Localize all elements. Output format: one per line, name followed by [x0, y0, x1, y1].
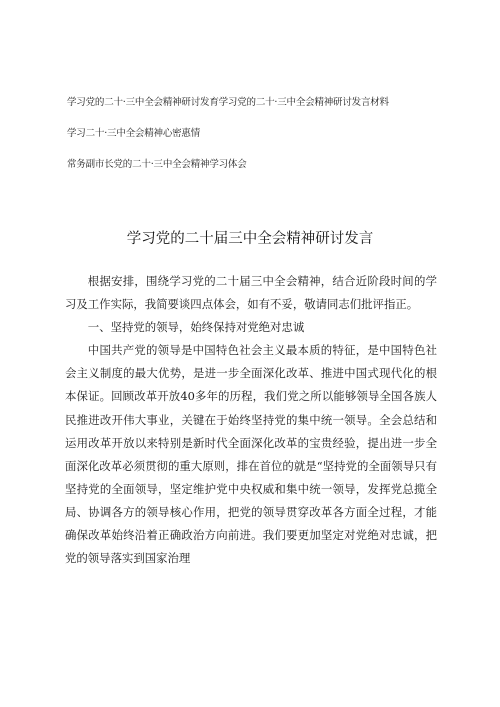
related-link-3[interactable]: 常务副市长党的二十·三中全会精神学习体会: [67, 159, 247, 170]
document-body: [65, 270, 437, 570]
intro-paragraph: 根据安排，围绕学习党的二十届三中全会精神，结合近阶段时间的学习及工作实际，我简要谈四点体会，如有不妥，敬请同志们批评指正。: [65, 274, 437, 312]
related-links-list: [67, 96, 447, 189]
document-title: 学习党的二十届三中全会精神研讨发言: [126, 231, 374, 247]
related-link-1[interactable]: 学习党的二十·三中全会精神研讨发育学习党的二十·三中全会精神研讨发言材料: [67, 97, 389, 108]
body-paragraph: 中国共产党的领导是中国特色社会主义最本质的特征，是中国特色社会主义制度的最大优势，是进一步全面深化改革、推进中国式现代化的根本保证。回顾改革开放40多年的历程，我们党之所以能够领导全国各族人民推进改开伟大事业，关键在于始终坚持党的集中统一领导。全会总结和运用改革开放以来特别是新时代全面深化改革的宝贵经验，提出进一步全面深化改革必须贯彻的重大原则，排在首位的就是“坚持党的全面领导只有坚持党的全面领导，坚定维护党中央权威和集中统一领导，发挥党总揽全局、协调各方的领导核心作用，把党的领导贯穿改革各方面全过程，才能确保改革始终沿着正确政治方向前进。我们要更加坚定对党绝对忠诚，把党的领导落实到国家治理: [65, 343, 437, 566]
related-link-2[interactable]: 学习二十·三中全会精神心密惠情: [67, 128, 201, 139]
section-heading-1: 一、坚持党的领导，始终保持对党绝对忠诚: [87, 320, 305, 335]
